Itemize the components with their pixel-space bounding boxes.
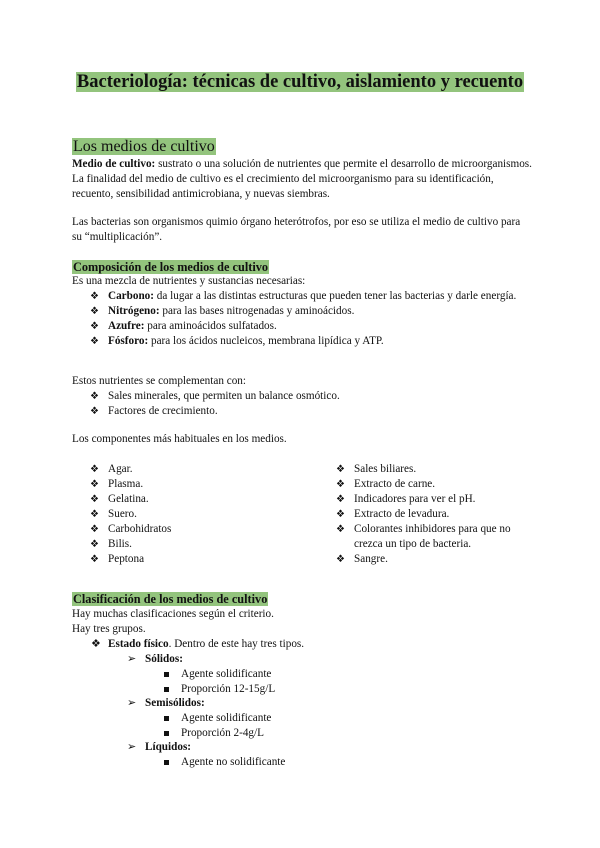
item-text: Peptona <box>108 553 145 565</box>
item-text: Bilis. <box>108 538 132 550</box>
diamond-cross-icon: ❖ <box>90 391 99 402</box>
arrow-right-icon: ➢ <box>127 741 137 753</box>
item-text: Sangre. <box>354 553 388 565</box>
arrow-right-icon: ➢ <box>127 697 137 709</box>
components-intro: Los componentes más habituales en los medios. <box>72 433 287 445</box>
diamond-cross-icon: ❖ <box>91 638 102 650</box>
diamond-cross-icon: ❖ <box>90 539 99 550</box>
components-column-2 <box>326 462 526 567</box>
item-term: Nitrógeno: <box>108 305 160 317</box>
item-text: Sales minerales, que permiten un balance osmótico. <box>108 390 340 402</box>
solidos-label: Sólidos: <box>145 653 183 665</box>
section-heading-text: Los medios de cultivo <box>73 138 215 155</box>
diamond-cross-icon: ❖ <box>90 554 99 565</box>
complement-list <box>80 389 520 419</box>
list-item: Agente solidificante <box>181 668 272 680</box>
item-text: da lugar a las distintas estructuras que pueden tener las bacterias y darle energía. <box>154 290 517 302</box>
section-heading-clasificacion <box>72 592 268 607</box>
document-title-text: Bacteriología: técnicas de cultivo, aislamiento y recuento <box>76 72 524 92</box>
square-bullet-icon <box>164 687 169 692</box>
item-text: Plasma. <box>108 478 144 490</box>
list-item <box>80 289 520 304</box>
list-item <box>80 537 310 552</box>
bacteria-paragraph: Las bacterias son organismos quimio órgano heterótrofos, por eso se utiliza el medio de cultivo para su “multiplicación”. <box>72 216 521 243</box>
item-term: Fósforo: <box>108 335 149 347</box>
diamond-cross-icon: ❖ <box>336 494 345 505</box>
item-term: Carbono: <box>108 290 154 302</box>
list-item <box>326 507 526 522</box>
diamond-cross-icon: ❖ <box>90 306 99 317</box>
diamond-cross-icon: ❖ <box>90 494 99 505</box>
item-text: para las bases nitrogenadas y aminoácidos. <box>159 305 355 317</box>
list-item <box>326 492 526 507</box>
list-item <box>80 522 310 537</box>
item-text: Sales biliares. <box>354 463 417 475</box>
classification-line-2: Hay tres grupos. <box>72 623 146 635</box>
item-text: Agar. <box>108 463 133 475</box>
subsection-heading-text: Clasificación de los medios de cultivo <box>73 592 268 606</box>
list-item <box>80 304 520 319</box>
list-item <box>326 522 526 552</box>
liquidos-label: Líquidos: <box>145 741 192 753</box>
item-text: Suero. <box>108 508 137 520</box>
document-title <box>60 71 540 94</box>
estado-fisico-item <box>108 637 304 652</box>
diamond-cross-icon: ❖ <box>90 406 99 417</box>
item-text: para aminoácidos sulfatados. <box>144 320 277 332</box>
list-item: Agente solidificante <box>181 712 272 724</box>
square-bullet-icon <box>164 760 169 765</box>
diamond-cross-icon: ❖ <box>90 464 99 475</box>
square-bullet-icon <box>164 731 169 736</box>
list-item: Proporción 12-15g/L <box>181 683 276 695</box>
diamond-cross-icon: ❖ <box>336 479 345 490</box>
section-heading-composicion <box>72 260 269 275</box>
list-item <box>80 507 310 522</box>
subsection-heading-text: Composición de los medios de cultivo <box>73 260 269 274</box>
diamond-cross-icon: ❖ <box>336 464 345 475</box>
list-item <box>80 404 520 419</box>
list-item <box>80 477 310 492</box>
diamond-cross-icon: ❖ <box>90 321 99 332</box>
composition-intro: Es una mezcla de nutrientes y sustancias necesarias: <box>72 275 306 287</box>
item-text: Gelatina. <box>108 493 149 505</box>
section-heading-medios <box>72 137 216 157</box>
nutrient-list <box>80 289 520 349</box>
diamond-cross-icon: ❖ <box>90 479 99 490</box>
item-text: Carbohidratos <box>108 523 172 535</box>
list-item <box>326 552 526 567</box>
square-bullet-icon <box>164 716 169 721</box>
item-text: Indicadores para ver el pH. <box>354 493 476 505</box>
item-text: Extracto de carne. <box>354 478 436 490</box>
item-text: Factores de crecimiento. <box>108 405 218 417</box>
list-item: Agente no solidificante <box>181 756 286 768</box>
definition-paragraph <box>72 157 532 202</box>
diamond-cross-icon: ❖ <box>90 509 99 520</box>
item-text: para los ácidos nucleicos, membrana lipídica y ATP. <box>148 335 384 347</box>
diamond-cross-icon: ❖ <box>336 509 345 520</box>
item-term: Azufre: <box>108 320 145 332</box>
list-item: Proporción 2-4g/L <box>181 727 264 739</box>
complement-intro: Estos nutrientes se complementan con: <box>72 375 246 387</box>
item-term: Estado físico <box>108 638 169 650</box>
item-text: Extracto de levadura. <box>354 508 450 520</box>
diamond-cross-icon: ❖ <box>336 554 345 565</box>
list-item <box>80 492 310 507</box>
diamond-cross-icon: ❖ <box>90 336 99 347</box>
classification-line-1: Hay muchas clasificaciones según el criterio. <box>72 608 274 620</box>
components-column-1 <box>80 462 310 567</box>
definition-term: Medio de cultivo: <box>72 158 156 170</box>
list-item <box>326 477 526 492</box>
square-bullet-icon <box>164 672 169 677</box>
diamond-cross-icon: ❖ <box>90 291 99 302</box>
list-item <box>326 462 526 477</box>
list-item <box>80 389 520 404</box>
list-item <box>80 462 310 477</box>
item-text: . Dentro de este hay tres tipos. <box>168 638 305 650</box>
definition-text: sustrato o una solución de nutrientes que permite el desarrollo de microorganismos. La finalidad del medio de cultivo es el crecimiento del microorganismo para su identificación, recuento, sensibilidad antimicrobiana, y nuevas siembras. <box>72 158 532 200</box>
item-text: Colorantes inhibidores para que no crezca un tipo de bacteria. <box>354 523 511 550</box>
list-item <box>80 552 310 567</box>
list-item <box>80 334 520 349</box>
semisolidos-label: Semisólidos: <box>145 697 205 709</box>
diamond-cross-icon: ❖ <box>90 524 99 535</box>
diamond-cross-icon: ❖ <box>336 524 345 535</box>
list-item <box>80 319 520 334</box>
arrow-right-icon: ➢ <box>127 653 137 665</box>
